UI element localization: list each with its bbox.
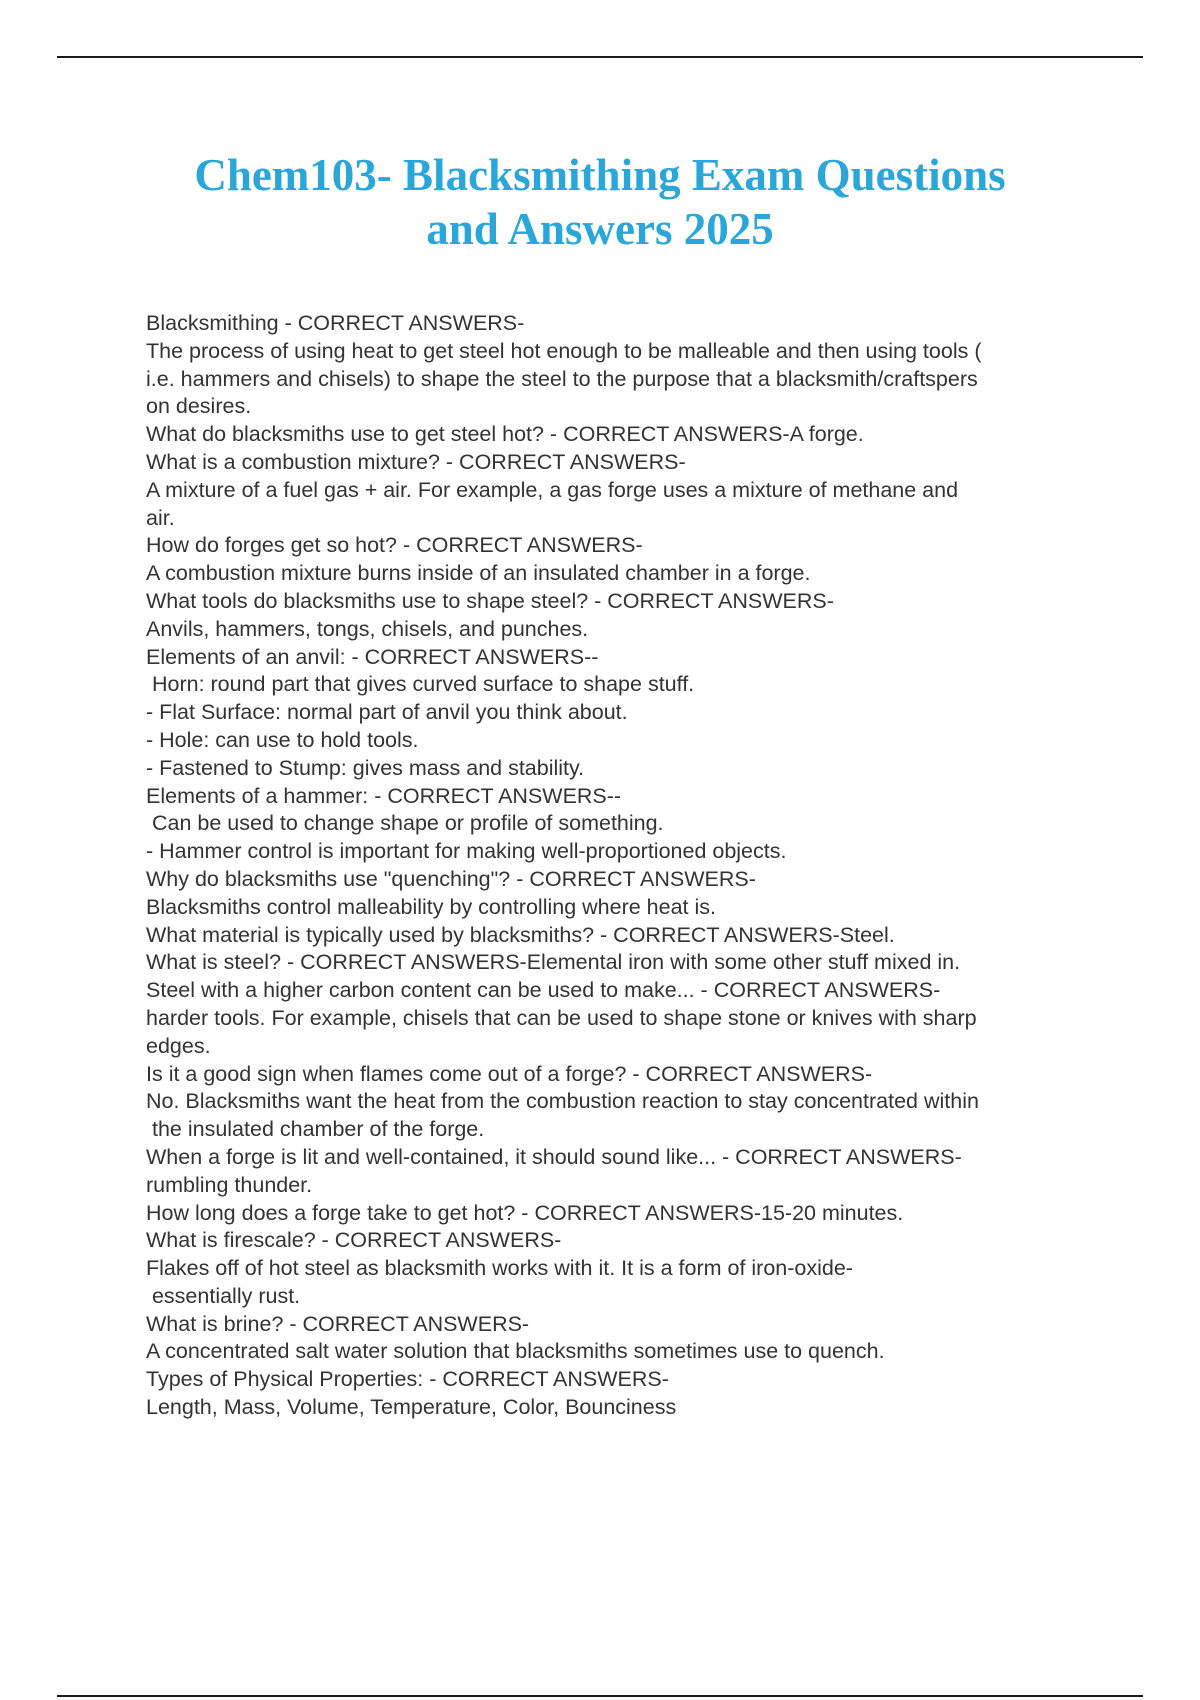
text-line: Flakes off of hot steel as blacksmith works with it. It is a form of iron-oxide- bbox=[146, 1256, 853, 1281]
text-line: the insulated chamber of the forge. bbox=[146, 1117, 485, 1142]
text-line: Blacksmithing - CORRECT ANSWERS- bbox=[146, 311, 525, 335]
text-line: How do forges get so hot? - CORRECT ANSWERS- bbox=[146, 533, 643, 558]
text-line: rumbling thunder. bbox=[146, 1172, 313, 1197]
text-line: Horn: round part that gives curved surface to shape stuff. bbox=[146, 672, 695, 697]
text-line: No. Blacksmiths want the heat from the combustion reaction to stay concentrated within bbox=[146, 1089, 979, 1114]
text-line: harder tools. For example, chisels that can be used to shape stone or knives with sharp bbox=[146, 1005, 977, 1030]
text-line: i.e. hammers and chisels) to shape the steel to the purpose that a blacksmith/craftspers bbox=[146, 366, 978, 391]
document-title bbox=[100, 148, 1100, 256]
bottom-divider bbox=[57, 1695, 1143, 1697]
text-line: Elements of an anvil: - CORRECT ANSWERS-- bbox=[146, 644, 599, 669]
text-line: Elements of a hammer: - CORRECT ANSWERS-- bbox=[146, 783, 622, 808]
text-line: - Hole: can use to hold tools. bbox=[146, 727, 419, 752]
text-line: Anvils, hammers, tongs, chisels, and punches. bbox=[146, 616, 589, 641]
text-line: edges. bbox=[146, 1033, 211, 1058]
text-line: What is firescale? - CORRECT ANSWERS- bbox=[146, 1228, 562, 1253]
text-line: - Fastened to Stump: gives mass and stability. bbox=[146, 755, 585, 780]
text-line: essentially rust. bbox=[146, 1283, 301, 1308]
text-line: What material is typically used by blacksmiths? - CORRECT ANSWERS-Steel. bbox=[146, 922, 895, 947]
top-divider bbox=[57, 56, 1143, 58]
text-line: What do blacksmiths use to get steel hot? - CORRECT ANSWERS-A forge. bbox=[146, 422, 864, 447]
text-line: - Hammer control is important for making well-proportioned objects. bbox=[146, 839, 787, 864]
text-line: Types of Physical Properties: - CORRECT ANSWERS- bbox=[146, 1367, 669, 1392]
text-line: A concentrated salt water solution that blacksmiths sometimes use to quench. bbox=[146, 1339, 885, 1364]
text-line: How long does a forge take to get hot? - CORRECT ANSWERS-15-20 minutes. bbox=[146, 1200, 904, 1225]
text-line: Length, Mass, Volume, Temperature, Color, Bounciness bbox=[146, 1395, 677, 1420]
text-line: on desires. bbox=[146, 394, 252, 419]
document-body bbox=[146, 310, 1106, 1422]
document-title-line: Chem103- Blacksmithing Exam Questions bbox=[194, 150, 1006, 200]
text-line: air. bbox=[146, 505, 175, 530]
text-line: What tools do blacksmiths use to shape steel? - CORRECT ANSWERS- bbox=[146, 588, 834, 613]
text-line: A combustion mixture burns inside of an insulated chamber in a forge. bbox=[146, 561, 811, 586]
text-line: - Flat Surface: normal part of anvil you think about. bbox=[146, 700, 628, 725]
text-line: What is brine? - CORRECT ANSWERS- bbox=[146, 1311, 530, 1336]
text-line: Is it a good sign when flames come out of a forge? - CORRECT ANSWERS- bbox=[146, 1061, 873, 1086]
text-line: The process of using heat to get steel hot enough to be malleable and then using tools ( bbox=[146, 338, 982, 363]
text-line: Can be used to change shape or profile of something. bbox=[146, 811, 664, 836]
text-line: Steel with a higher carbon content can be used to make... - CORRECT ANSWERS- bbox=[146, 978, 941, 1003]
text-line: A mixture of a fuel gas + air. For example, a gas forge uses a mixture of methane and bbox=[146, 477, 959, 502]
text-line: Blacksmiths control malleability by controlling where heat is. bbox=[146, 894, 716, 919]
document-title-line: and Answers 2025 bbox=[426, 204, 774, 254]
text-line: When a forge is lit and well-contained, it should sound like... - CORRECT ANSWERS- bbox=[146, 1144, 962, 1169]
text-line: Why do blacksmiths use "quenching"? - CORRECT ANSWERS- bbox=[146, 866, 756, 891]
text-line: What is a combustion mixture? - CORRECT ANSWERS- bbox=[146, 449, 686, 474]
text-line: What is steel? - CORRECT ANSWERS-Elemental iron with some other stuff mixed in. bbox=[146, 950, 961, 975]
